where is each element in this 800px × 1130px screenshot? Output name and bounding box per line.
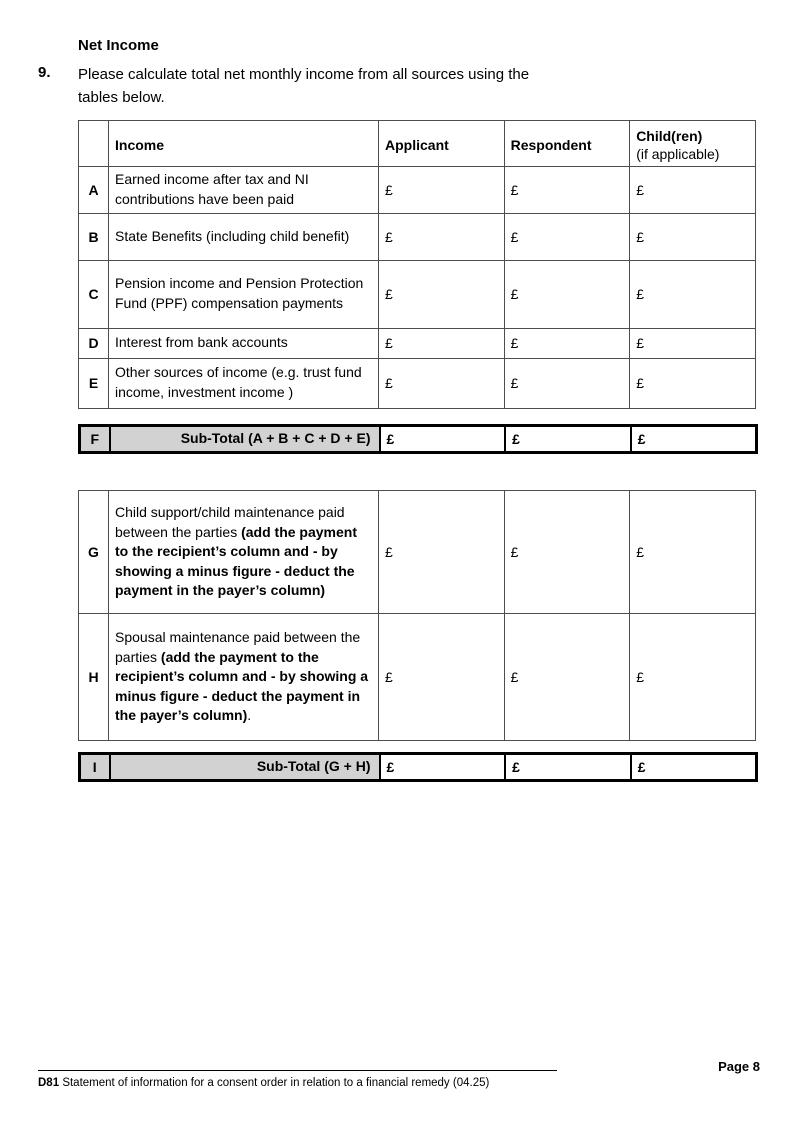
maintenance-table [78,490,756,741]
footer-divider [38,1070,557,1071]
amount-H-children[interactable]: £ [630,614,756,741]
table-row-C [79,260,756,328]
row-letter-G: G [79,491,109,614]
question-9 [38,64,558,109]
row-letter-I: I [80,754,110,781]
form-title: Statement of information for a consent order in relation to a financial remedy (04.25) [62,1077,490,1089]
amount-I-respondent[interactable]: £ [505,754,631,781]
amount-I-children[interactable]: £ [631,754,757,781]
amount-E-children[interactable]: £ [630,358,756,408]
income-table [78,120,756,409]
col-header-applicant: Applicant [379,121,505,167]
row-label-A: Earned income after tax and NI contributions have been paid [109,167,379,213]
question-number: 9. [38,64,51,81]
row-letter-H: H [79,614,109,741]
amount-D-children[interactable]: £ [630,328,756,358]
table-row-D [79,328,756,358]
row-label-E: Other sources of income (e.g. trust fund income, investment income ) [109,358,379,408]
amount-D-respondent[interactable]: £ [504,328,630,358]
amount-I-applicant[interactable]: £ [380,754,506,781]
amount-A-applicant[interactable]: £ [379,167,505,213]
col-header-children-note: (if applicable) [636,146,720,163]
row-label-H-normal: Spousal maintenance paid between the parties [115,629,361,665]
row-letter-B: B [79,213,109,260]
row-label-D: Interest from bank accounts [109,328,379,358]
subtotal-table-I [78,752,758,782]
amount-F-applicant[interactable]: £ [380,426,506,453]
row-letter-A: A [79,167,109,213]
table-row-A [79,167,756,213]
amount-G-applicant[interactable]: £ [379,491,505,614]
subtotal-I-label: Sub-Total (G + H) [110,754,380,781]
question-text: Please calculate total net monthly income from all sources using the tables below. [78,66,530,106]
table-row-B [79,213,756,260]
row-letter-F: F [80,426,110,453]
amount-G-respondent[interactable]: £ [504,491,630,614]
amount-B-respondent[interactable]: £ [504,213,630,260]
amount-E-respondent[interactable]: £ [504,358,630,408]
col-header-respondent: Respondent [504,121,630,167]
table-row-G [79,491,756,614]
form-code: D81 [38,1077,60,1089]
row-label-C: Pension income and Pension Protection Fund (PPF) compensation payments [109,260,379,328]
amount-B-applicant[interactable]: £ [379,213,505,260]
amount-G-children[interactable]: £ [630,491,756,614]
subtotal-table-F [78,424,758,454]
row-letter-C: C [79,260,109,328]
col-header-children-title: Child(ren) [636,128,703,144]
row-letter-E: E [79,358,109,408]
header-letter-cell [79,121,109,167]
amount-C-applicant[interactable]: £ [379,260,505,328]
row-label-G-normal: Child support/child maintenance paid between the parties [115,504,345,540]
row-label-H-bold: (add the payment to the recipient’s column and - by showing a minus figure - deduct the payment in the payer’s column) [115,648,369,724]
row-label-H [109,614,379,741]
table-row-E [79,358,756,408]
amount-C-children[interactable]: £ [630,260,756,328]
amount-D-applicant[interactable]: £ [379,328,505,358]
amount-F-respondent[interactable]: £ [505,426,631,453]
page-number: Page 8 [718,1059,760,1074]
table-row-H [79,614,756,741]
amount-B-children[interactable]: £ [630,213,756,260]
section-title: Net Income [78,37,159,54]
amount-A-children[interactable]: £ [630,167,756,213]
income-table-header-row [79,121,756,167]
col-header-children [630,121,756,167]
amount-C-respondent[interactable]: £ [504,260,630,328]
amount-E-applicant[interactable]: £ [379,358,505,408]
form-reference [38,1077,489,1089]
subtotal-row-I [80,754,757,781]
amount-H-applicant[interactable]: £ [379,614,505,741]
subtotal-F-label: Sub-Total (A + B + C + D + E) [110,426,380,453]
row-label-H-suffix: . [247,707,252,724]
amount-F-children[interactable]: £ [631,426,757,453]
amount-H-respondent[interactable]: £ [504,614,630,741]
row-label-G [109,491,379,614]
row-label-B: State Benefits (including child benefit) [109,213,379,260]
col-header-income: Income [109,121,379,167]
row-letter-D: D [79,328,109,358]
amount-A-respondent[interactable]: £ [504,167,630,213]
row-label-G-bold: (add the payment to the recipient’s column and - by showing a minus figure - deduct the payment in the payer’s column) [115,523,357,599]
subtotal-row-F [80,426,757,453]
